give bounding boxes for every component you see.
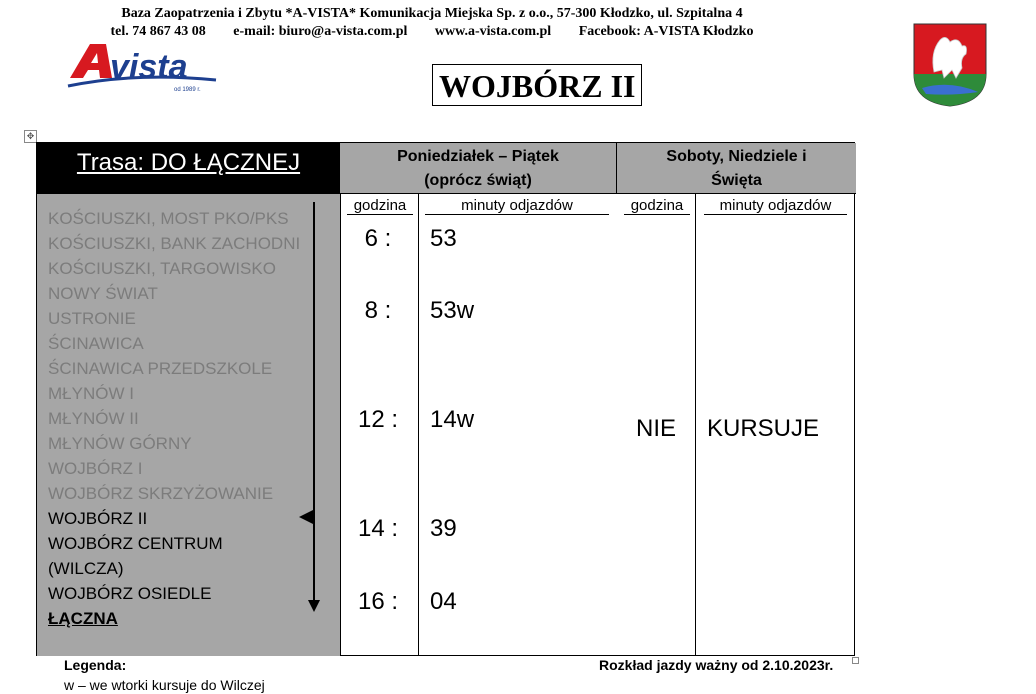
company-www: www.a-vista.com.pl: [434, 24, 552, 39]
direction-arrow: [313, 202, 315, 606]
weekdays-header: [340, 143, 617, 194]
weekend-hour-header: godzina: [624, 197, 690, 215]
weekdays-hour-header: godzina: [347, 197, 413, 215]
list-item: WOJBÓRZ I: [48, 459, 143, 478]
table-move-handle[interactable]: ✥: [24, 130, 37, 143]
hour-cell: 8 :: [364, 297, 392, 324]
table-resize-handle[interactable]: [852, 657, 859, 664]
company-facebook: Facebook: A-VISTA Kłodzko: [578, 24, 754, 39]
route-title-cell: [37, 143, 340, 194]
list-item: MŁYNÓW II: [48, 409, 139, 428]
logo-since: od 1989 r.: [174, 87, 201, 93]
column-divider: [418, 194, 419, 656]
company-phone: tel. 74 867 43 08: [110, 24, 206, 39]
page-title: WOJBÓRZ II: [432, 64, 642, 106]
weekdays-subtitle: (oprócz świąt): [424, 172, 532, 189]
weekend-runs-text: KURSUJE: [707, 415, 820, 442]
list-item: (WILCZA): [48, 559, 124, 578]
column-divider: [695, 194, 696, 656]
list-item: ŚCINAWICA PRZEDSZKOLE: [48, 359, 273, 378]
final-stop: ŁĄCZNA: [48, 609, 118, 628]
minutes-cell: 39: [430, 515, 457, 542]
arrow-down-icon: [308, 600, 320, 612]
list-item: KOŚCIUSZKI, TARGOWISKO: [48, 259, 276, 278]
legend-title: Legenda:: [64, 657, 127, 673]
list-item: NOWY ŚWIAT: [48, 284, 158, 303]
weekdays-title: Poniedziałek – Piątek: [397, 148, 559, 165]
list-item: WOJBÓRZ SKRZYŻOWANIE: [48, 484, 274, 503]
list-item: WOJBÓRZ OSIEDLE: [48, 584, 212, 603]
list-item: KOŚCIUSZKI, BANK ZACHODNI: [48, 234, 301, 253]
company-address: Baza Zaopatrzenia i Zbytu *A-VISTA* Komunikacja Miejska Sp. z o.o., 57-300 Kłodzko, ul. Szpitalna 4: [121, 6, 743, 21]
stop-list: [48, 206, 300, 631]
minutes-cell: 53w: [430, 297, 475, 324]
company-email: e-mail: biuro@a-vista.com.pl: [233, 24, 408, 39]
weekend-title: Soboty, Niedziele i: [666, 148, 807, 165]
legend-text: w – we wtorki kursuje do Wilczej: [64, 677, 265, 693]
hour-cell: 6 :: [364, 225, 392, 252]
weekend-header: [617, 143, 856, 194]
minutes-cell: 04: [430, 588, 457, 615]
list-item: KOŚCIUSZKI, MOST PKO/PKS: [48, 209, 289, 228]
list-item: WOJBÓRZ CENTRUM: [48, 534, 223, 553]
minutes-cell: 14w: [430, 406, 475, 433]
weekend-no-text: NIE: [636, 415, 677, 442]
valid-from: Rozkład jazdy ważny od 2.10.2023r.: [599, 657, 834, 673]
list-item: MŁYNÓW GÓRNY: [48, 434, 192, 453]
timetable: [36, 142, 855, 656]
weekend-minutes-header: minuty odjazdów: [704, 197, 847, 215]
coat-of-arms: [912, 22, 988, 108]
current-stop: WOJBÓRZ II: [48, 509, 148, 528]
hour-cell: 14 :: [357, 515, 399, 542]
weekend-subtitle: Święta: [711, 172, 762, 189]
weekdays-minutes-header: minuty odjazdów: [425, 197, 609, 215]
list-item: ŚCINAWICA: [48, 334, 144, 353]
svg-text:vista: vista: [110, 48, 188, 86]
hour-cell: 12 :: [357, 406, 399, 433]
hour-cell: 16 :: [357, 588, 399, 615]
minutes-cell: 53: [430, 225, 457, 252]
company-contacts: [52, 24, 812, 40]
list-item: USTRONIE: [48, 309, 136, 328]
route-title: Trasa: DO ŁĄCZNEJ: [76, 149, 301, 176]
current-stop-marker-icon: [299, 510, 313, 524]
avista-logo: [66, 42, 220, 94]
route-stops-cell: [37, 194, 341, 656]
list-item: MŁYNÓW I: [48, 384, 134, 403]
